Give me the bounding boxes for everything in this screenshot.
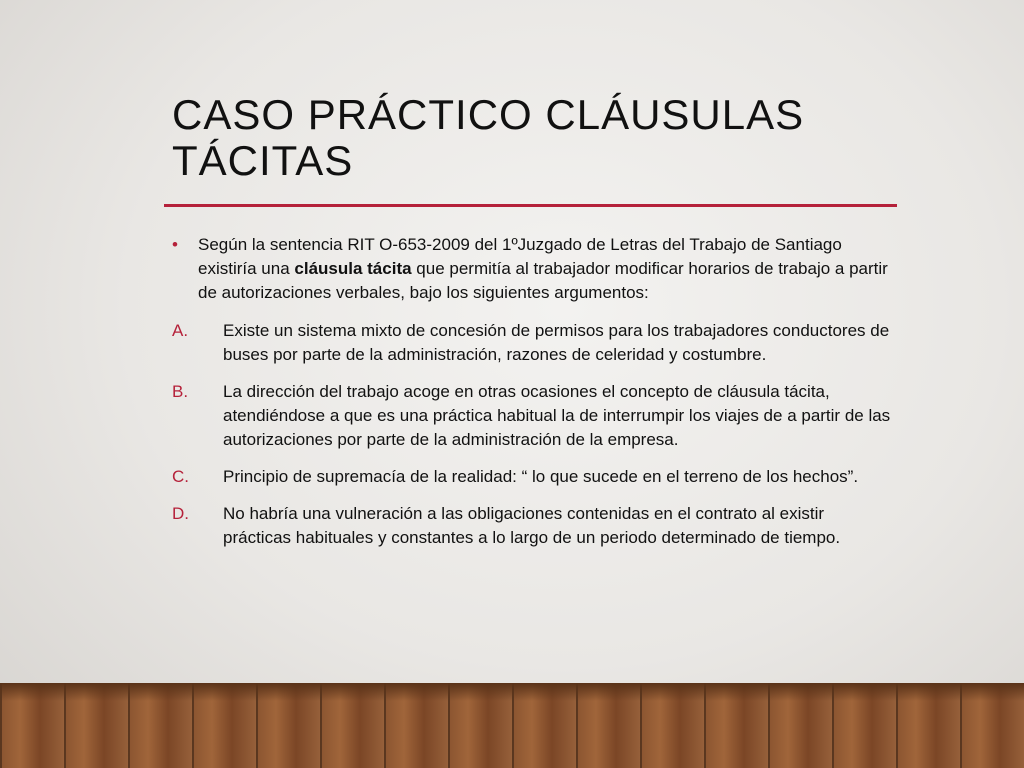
list-item-a	[172, 319, 892, 367]
intro-bold-term: cláusula tácita	[294, 259, 412, 278]
list-item-c	[172, 465, 892, 489]
item-text: No habría una vulneración a las obligaciones contenidas en el contrato al existir prácticas habituales y constantes a lo largo de un periodo determinado de tiempo.	[223, 504, 841, 547]
item-text: La dirección del trabajo acoge en otras ocasiones el concepto de cláusula tácita, atendiéndose a que es una práctica habitual la de interrumpir los viajes de a partir de las autorizaciones por parte de la administración de la empresa.	[223, 382, 891, 449]
slide-title: CASO PRÁCTICO CLÁUSULAS TÁCITAS	[172, 91, 805, 184]
item-letter: B.	[172, 382, 189, 401]
list-item-b	[172, 380, 892, 452]
title-divider	[164, 204, 897, 207]
bullet-icon: •	[172, 235, 178, 254]
item-text: Principio de supremacía de la realidad: “ lo que sucede en el terreno de los hechos”.	[223, 467, 859, 486]
intro-text-start: Según la sentencia RIT O-653-2009 del 1ºJuzgado de Letras del Trabajo de Santiago existiría una	[198, 235, 842, 278]
slide-content	[172, 233, 892, 563]
intro-text-end: que permitía al trabajador modificar horarios de trabajo a partir de autorizaciones verbales, bajo los siguientes argumentos:	[198, 259, 888, 302]
wood-floor-background	[0, 683, 1024, 768]
item-letter: D.	[172, 504, 189, 523]
list-item-d	[172, 502, 892, 550]
intro-paragraph	[172, 233, 892, 305]
item-text: Existe un sistema mixto de concesión de permisos para los trabajadores conductores de buses por parte de la administración, razones de celeridad y costumbre.	[223, 321, 890, 364]
item-letter: A.	[172, 321, 189, 340]
item-letter: C.	[172, 467, 189, 486]
